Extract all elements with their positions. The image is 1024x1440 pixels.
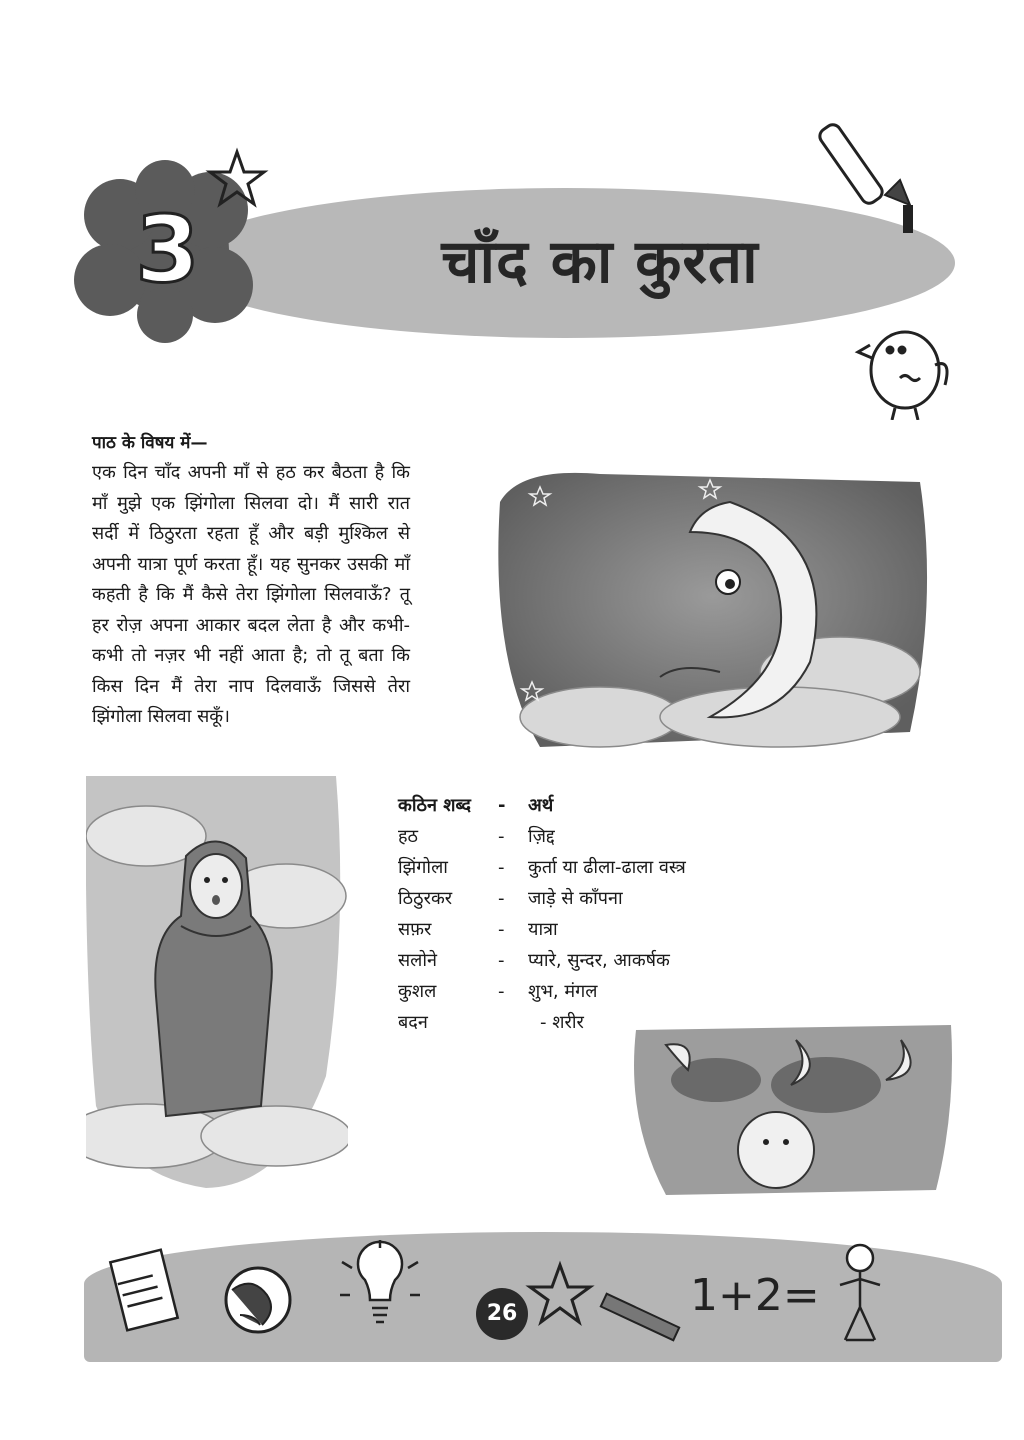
bird-icon: [858, 332, 947, 420]
glossary-word: झिंगोला: [398, 857, 448, 878]
glossary-meaning: यात्रा: [528, 919, 558, 940]
moon-phases-illustration: [626, 1020, 956, 1200]
glossary-dash: -: [498, 950, 505, 971]
glossary-row: [398, 821, 738, 852]
page-number: 26: [476, 1288, 528, 1340]
notepad-icon: [110, 1250, 177, 1331]
glossary-dash: -: [498, 981, 505, 1002]
glossary-row: [398, 945, 738, 976]
glossary-header-meaning: अर्थ: [528, 795, 554, 816]
glossary-dash: -: [498, 919, 505, 940]
glossary-row: [398, 976, 738, 1007]
glossary-meaning: - शरीर: [540, 1012, 584, 1033]
intro-heading: पाठ के विषय में—: [92, 433, 208, 453]
lightbulb-icon: [340, 1240, 420, 1322]
glossary-header-word: कठिन शब्द: [398, 795, 471, 816]
mother-illustration: [86, 776, 348, 1196]
glossary-dash: [498, 1007, 528, 1038]
chapter-number: 3: [135, 196, 200, 303]
glossary-dash: -: [498, 888, 505, 909]
glossary-meaning: कुर्ता या ढीला-ढाला वस्त्र: [528, 857, 686, 878]
glossary-table: [398, 790, 738, 1038]
glossary-meaning: जाड़े से काँपना: [528, 888, 623, 909]
math-doodle-text: 1+2=: [690, 1270, 820, 1321]
chapter-title: चाँद का कुरता: [441, 227, 759, 297]
glossary-meaning: प्यारे, सुन्दर, आकर्षक: [528, 950, 670, 971]
glossary-row: [398, 914, 738, 945]
glossary-word: सलोने: [398, 950, 438, 971]
glossary-dash: -: [498, 857, 505, 878]
footer-decorations: [100, 1240, 1000, 1370]
glossary-row: [398, 852, 738, 883]
glossary-meaning: शुभ, मंगल: [528, 981, 598, 1002]
glossary-header-dash: -: [498, 795, 506, 816]
glossary-meaning: ज़िद्द: [528, 826, 555, 847]
glossary-word: बदन: [398, 1012, 428, 1033]
globe-icon: [226, 1268, 290, 1332]
glossary-dash: -: [498, 826, 505, 847]
moon-illustration: [480, 462, 940, 752]
star-icon: [530, 1265, 590, 1322]
glossary-word: हठ: [398, 826, 419, 847]
intro-paragraph: एक दिन चाँद अपनी माँ से हठ कर बैठता है कि माँ मुझे एक झिंगोला सिलवा दो। मैं सारी रात सर्दी में ठिठुरता रहता हूँ और बड़ी मुश्किल से अपनी यात्रा पूर्ण करता हूँ। यह सुनकर उसकी माँ कहती है कि मैं कैसे तेरा झिंगोला सिलवाऊँ? तू हर रोज़ अपना आकार बदल लेता है और कभी-कभी तो नज़र भी नहीं आता है; तो तू बता कि किस दिन मैं तेरा नाप दिलवाऊँ जिससे तेरा झिंगोला सिलवा सकूँ।: [92, 462, 410, 727]
glossary-word: ठिठुरकर: [398, 888, 453, 909]
stick-figure-icon: [840, 1245, 880, 1340]
glossary-word: सफ़र: [398, 919, 432, 940]
glossary-header: [398, 790, 738, 821]
glossary-word: कुशल: [398, 981, 437, 1002]
glossary-row: [398, 883, 738, 914]
pen-icon: [817, 122, 913, 233]
pencil-icon: [601, 1294, 679, 1340]
